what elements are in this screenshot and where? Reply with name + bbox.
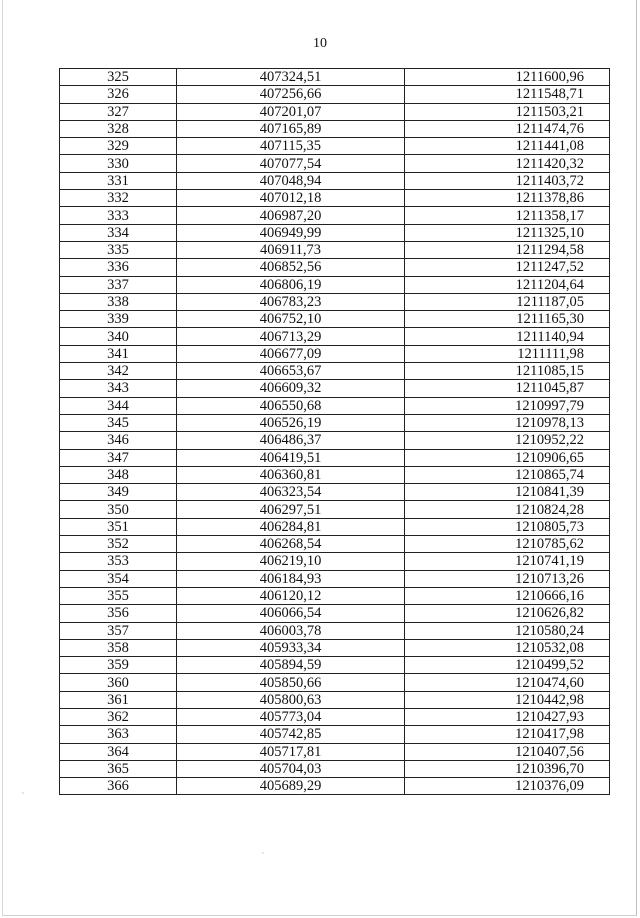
x-coordinate-cell: 407115,35 bbox=[177, 138, 405, 155]
point-number-cell: 336 bbox=[60, 259, 177, 276]
table-row bbox=[60, 397, 610, 414]
y-coordinate-cell: 1211378,86 bbox=[405, 190, 610, 207]
coordinates-table-body bbox=[60, 69, 610, 795]
point-number-cell: 364 bbox=[60, 743, 177, 760]
y-coordinate-cell: 1210865,74 bbox=[405, 466, 610, 483]
y-coordinate-cell: 1210474,60 bbox=[405, 674, 610, 691]
x-coordinate-cell: 406677,09 bbox=[177, 345, 405, 362]
table-row bbox=[60, 501, 610, 518]
table-row bbox=[60, 328, 610, 345]
table-row bbox=[60, 414, 610, 431]
point-number-cell: 337 bbox=[60, 276, 177, 293]
y-coordinate-cell: 1211294,58 bbox=[405, 241, 610, 258]
x-coordinate-cell: 406284,81 bbox=[177, 518, 405, 535]
x-coordinate-cell: 406911,73 bbox=[177, 241, 405, 258]
table-row bbox=[60, 449, 610, 466]
table-row bbox=[60, 172, 610, 189]
x-coordinate-cell: 405894,59 bbox=[177, 657, 405, 674]
table-row bbox=[60, 155, 610, 172]
x-coordinate-cell: 407048,94 bbox=[177, 172, 405, 189]
x-coordinate-cell: 406752,10 bbox=[177, 311, 405, 328]
table-row bbox=[60, 466, 610, 483]
x-coordinate-cell: 406526,19 bbox=[177, 414, 405, 431]
point-number-cell: 361 bbox=[60, 691, 177, 708]
point-number-cell: 327 bbox=[60, 103, 177, 120]
y-coordinate-cell: 1210805,73 bbox=[405, 518, 610, 535]
x-coordinate-cell: 407012,18 bbox=[177, 190, 405, 207]
table-row bbox=[60, 587, 610, 604]
point-number-cell: 341 bbox=[60, 345, 177, 362]
point-number-cell: 339 bbox=[60, 311, 177, 328]
point-number-cell: 345 bbox=[60, 414, 177, 431]
x-coordinate-cell: 406003,78 bbox=[177, 622, 405, 639]
x-coordinate-cell: 406653,67 bbox=[177, 363, 405, 380]
y-coordinate-cell: 1211111,98 bbox=[405, 345, 610, 362]
y-coordinate-cell: 1211325,10 bbox=[405, 224, 610, 241]
table-row bbox=[60, 345, 610, 362]
page-number: 10 bbox=[313, 36, 327, 51]
x-coordinate-cell: 406852,56 bbox=[177, 259, 405, 276]
y-coordinate-cell: 1210713,26 bbox=[405, 570, 610, 587]
x-coordinate-cell: 406360,81 bbox=[177, 466, 405, 483]
x-coordinate-cell: 406219,10 bbox=[177, 553, 405, 570]
x-coordinate-cell: 405742,85 bbox=[177, 726, 405, 743]
point-number-cell: 333 bbox=[60, 207, 177, 224]
x-coordinate-cell: 407077,54 bbox=[177, 155, 405, 172]
x-coordinate-cell: 405850,66 bbox=[177, 674, 405, 691]
y-coordinate-cell: 1210666,16 bbox=[405, 587, 610, 604]
table-row bbox=[60, 674, 610, 691]
y-coordinate-cell: 1210532,08 bbox=[405, 639, 610, 656]
table-row bbox=[60, 138, 610, 155]
point-number-cell: 352 bbox=[60, 536, 177, 553]
y-coordinate-cell: 1211403,72 bbox=[405, 172, 610, 189]
table-row bbox=[60, 259, 610, 276]
y-coordinate-cell: 1210906,65 bbox=[405, 449, 610, 466]
table-row bbox=[60, 778, 610, 795]
table-row bbox=[60, 363, 610, 380]
y-coordinate-cell: 1210741,19 bbox=[405, 553, 610, 570]
y-coordinate-cell: 1211358,17 bbox=[405, 207, 610, 224]
point-number-cell: 350 bbox=[60, 501, 177, 518]
point-number-cell: 363 bbox=[60, 726, 177, 743]
table-row bbox=[60, 311, 610, 328]
y-coordinate-cell: 1210407,56 bbox=[405, 743, 610, 760]
x-coordinate-cell: 405773,04 bbox=[177, 708, 405, 725]
point-number-cell: 357 bbox=[60, 622, 177, 639]
table-row bbox=[60, 86, 610, 103]
x-coordinate-cell: 406987,20 bbox=[177, 207, 405, 224]
table-row bbox=[60, 484, 610, 501]
y-coordinate-cell: 1211140,94 bbox=[405, 328, 610, 345]
y-coordinate-cell: 1210376,09 bbox=[405, 778, 610, 795]
y-coordinate-cell: 1210841,39 bbox=[405, 484, 610, 501]
point-number-cell: 349 bbox=[60, 484, 177, 501]
x-coordinate-cell: 406486,37 bbox=[177, 432, 405, 449]
table-row bbox=[60, 518, 610, 535]
y-coordinate-cell: 1210442,98 bbox=[405, 691, 610, 708]
x-coordinate-cell: 406184,93 bbox=[177, 570, 405, 587]
x-coordinate-cell: 406120,12 bbox=[177, 587, 405, 604]
x-coordinate-cell: 406323,54 bbox=[177, 484, 405, 501]
x-coordinate-cell: 406783,23 bbox=[177, 293, 405, 310]
x-coordinate-cell: 406066,54 bbox=[177, 605, 405, 622]
y-coordinate-cell: 1210997,79 bbox=[405, 397, 610, 414]
x-coordinate-cell: 406550,68 bbox=[177, 397, 405, 414]
table-row bbox=[60, 657, 610, 674]
table-row bbox=[60, 760, 610, 777]
y-coordinate-cell: 1211204,64 bbox=[405, 276, 610, 293]
x-coordinate-cell: 405800,63 bbox=[177, 691, 405, 708]
x-coordinate-cell: 405933,34 bbox=[177, 639, 405, 656]
point-number-cell: 332 bbox=[60, 190, 177, 207]
table-row bbox=[60, 639, 610, 656]
y-coordinate-cell: 1210952,22 bbox=[405, 432, 610, 449]
x-coordinate-cell: 405704,03 bbox=[177, 760, 405, 777]
table-row bbox=[60, 691, 610, 708]
point-number-cell: 359 bbox=[60, 657, 177, 674]
x-coordinate-cell: 407256,66 bbox=[177, 86, 405, 103]
y-coordinate-cell: 1211085,15 bbox=[405, 363, 610, 380]
point-number-cell: 325 bbox=[60, 69, 177, 86]
y-coordinate-cell: 1210417,98 bbox=[405, 726, 610, 743]
y-coordinate-cell: 1211187,05 bbox=[405, 293, 610, 310]
table-row bbox=[60, 570, 610, 587]
point-number-cell: 348 bbox=[60, 466, 177, 483]
y-coordinate-cell: 1210396,70 bbox=[405, 760, 610, 777]
y-coordinate-cell: 1211548,71 bbox=[405, 86, 610, 103]
y-coordinate-cell: 1210824,28 bbox=[405, 501, 610, 518]
point-number-cell: 365 bbox=[60, 760, 177, 777]
point-number-cell: 360 bbox=[60, 674, 177, 691]
coordinates-table bbox=[59, 68, 610, 795]
point-number-cell: 334 bbox=[60, 224, 177, 241]
table-row bbox=[60, 207, 610, 224]
table-row bbox=[60, 743, 610, 760]
y-coordinate-cell: 1210978,13 bbox=[405, 414, 610, 431]
x-coordinate-cell: 405689,29 bbox=[177, 778, 405, 795]
table-row bbox=[60, 224, 610, 241]
x-coordinate-cell: 406949,99 bbox=[177, 224, 405, 241]
point-number-cell: 338 bbox=[60, 293, 177, 310]
y-coordinate-cell: 1210427,93 bbox=[405, 708, 610, 725]
point-number-cell: 329 bbox=[60, 138, 177, 155]
table-row bbox=[60, 276, 610, 293]
point-number-cell: 353 bbox=[60, 553, 177, 570]
x-coordinate-cell: 407324,51 bbox=[177, 69, 405, 86]
y-coordinate-cell: 1211441,08 bbox=[405, 138, 610, 155]
table-row bbox=[60, 69, 610, 86]
x-coordinate-cell: 407201,07 bbox=[177, 103, 405, 120]
point-number-cell: 342 bbox=[60, 363, 177, 380]
point-number-cell: 366 bbox=[60, 778, 177, 795]
point-number-cell: 343 bbox=[60, 380, 177, 397]
point-number-cell: 362 bbox=[60, 708, 177, 725]
table-row bbox=[60, 708, 610, 725]
point-number-cell: 354 bbox=[60, 570, 177, 587]
y-coordinate-cell: 1211045,87 bbox=[405, 380, 610, 397]
table-row bbox=[60, 622, 610, 639]
table-row bbox=[60, 120, 610, 137]
x-coordinate-cell: 406297,51 bbox=[177, 501, 405, 518]
table-row bbox=[60, 605, 610, 622]
x-coordinate-cell: 406268,54 bbox=[177, 536, 405, 553]
y-coordinate-cell: 1211474,76 bbox=[405, 120, 610, 137]
point-number-cell: 331 bbox=[60, 172, 177, 189]
x-coordinate-cell: 405717,81 bbox=[177, 743, 405, 760]
y-coordinate-cell: 1211247,52 bbox=[405, 259, 610, 276]
point-number-cell: 347 bbox=[60, 449, 177, 466]
table-row bbox=[60, 241, 610, 258]
x-coordinate-cell: 406713,29 bbox=[177, 328, 405, 345]
y-coordinate-cell: 1211420,32 bbox=[405, 155, 610, 172]
y-coordinate-cell: 1210580,24 bbox=[405, 622, 610, 639]
x-coordinate-cell: 407165,89 bbox=[177, 120, 405, 137]
table-row bbox=[60, 432, 610, 449]
y-coordinate-cell: 1210785,62 bbox=[405, 536, 610, 553]
y-coordinate-cell: 1210499,52 bbox=[405, 657, 610, 674]
y-coordinate-cell: 1211503,21 bbox=[405, 103, 610, 120]
point-number-cell: 340 bbox=[60, 328, 177, 345]
point-number-cell: 351 bbox=[60, 518, 177, 535]
point-number-cell: 346 bbox=[60, 432, 177, 449]
x-coordinate-cell: 406806,19 bbox=[177, 276, 405, 293]
x-coordinate-cell: 406609,32 bbox=[177, 380, 405, 397]
point-number-cell: 355 bbox=[60, 587, 177, 604]
point-number-cell: 344 bbox=[60, 397, 177, 414]
point-number-cell: 328 bbox=[60, 120, 177, 137]
table-row bbox=[60, 553, 610, 570]
x-coordinate-cell: 406419,51 bbox=[177, 449, 405, 466]
table-row bbox=[60, 380, 610, 397]
point-number-cell: 356 bbox=[60, 605, 177, 622]
scan-speck bbox=[22, 792, 24, 794]
table-row bbox=[60, 536, 610, 553]
table-row bbox=[60, 293, 610, 310]
point-number-cell: 330 bbox=[60, 155, 177, 172]
y-coordinate-cell: 1211600,96 bbox=[405, 69, 610, 86]
y-coordinate-cell: 1210626,82 bbox=[405, 605, 610, 622]
table-row bbox=[60, 190, 610, 207]
scan-speck bbox=[262, 852, 264, 854]
y-coordinate-cell: 1211165,30 bbox=[405, 311, 610, 328]
table-row bbox=[60, 726, 610, 743]
point-number-cell: 335 bbox=[60, 241, 177, 258]
table-row bbox=[60, 103, 610, 120]
point-number-cell: 358 bbox=[60, 639, 177, 656]
point-number-cell: 326 bbox=[60, 86, 177, 103]
